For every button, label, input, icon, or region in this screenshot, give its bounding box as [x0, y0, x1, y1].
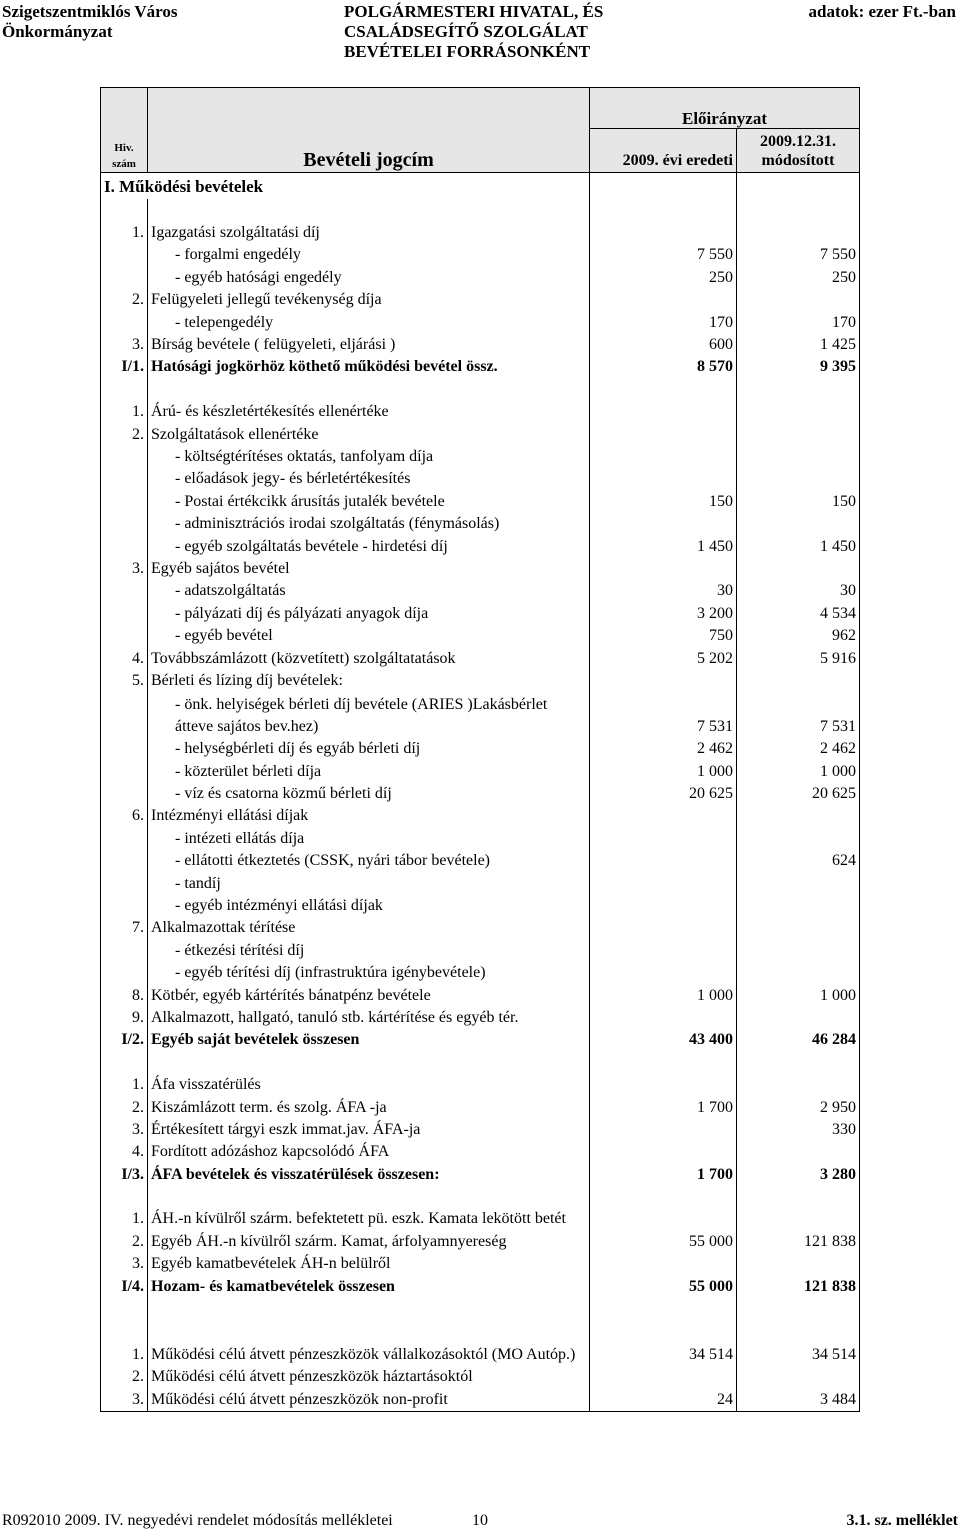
- row-number: [101, 535, 148, 557]
- value-modified: [737, 1253, 860, 1275]
- value-original: [590, 1006, 737, 1028]
- row-title: ÁH.-n kívülről szárm. befektetett pü. eszk. Kamata lekötött betét: [148, 1208, 590, 1230]
- row-title: Egyéb ÁH.-n kívülről szárm. Kamat, árfolyamnyereség: [148, 1230, 590, 1252]
- value-original: [590, 1253, 737, 1275]
- row-title: - forgalmi engedély: [148, 244, 590, 266]
- value-modified: 2 462: [737, 738, 860, 760]
- value-original: [590, 1366, 737, 1388]
- table-row: [101, 894, 860, 916]
- value-modified: [737, 289, 860, 311]
- value-original: 7 531: [590, 692, 737, 738]
- table-row: [101, 468, 860, 490]
- value-modified: 46 284: [737, 1029, 860, 1051]
- table-row: [101, 1185, 860, 1207]
- table-row: [101, 1118, 860, 1140]
- value-original: 43 400: [590, 1029, 737, 1051]
- row-number: [101, 199, 148, 221]
- table-row: [101, 1230, 860, 1252]
- row-title: - tandíj: [148, 872, 590, 894]
- value-modified: [737, 894, 860, 916]
- row-title: Fordított adózáshoz kapcsolódó ÁFA: [148, 1141, 590, 1163]
- row-title: Működési célú átvett pénzeszközök háztartásoktól: [148, 1366, 590, 1388]
- table-row: [101, 1006, 860, 1028]
- value-original: 8 570: [590, 356, 737, 378]
- row-title: - helységbérleti díj és egyáb bérleti díj: [148, 738, 590, 760]
- value-original: [590, 939, 737, 961]
- row-number: 3.: [101, 557, 148, 579]
- row-number: [101, 490, 148, 512]
- section-title: I. Működési bevételek: [101, 173, 590, 200]
- szam-label: szám: [112, 158, 136, 170]
- value-original: [590, 1141, 737, 1163]
- title-line3: BEVÉTELEI FORRÁSONKÉNT: [344, 42, 591, 61]
- row-number: [101, 850, 148, 872]
- value-original: [590, 872, 737, 894]
- value-original: 1 000: [590, 760, 737, 782]
- row-title: Áfa visszatérülés: [148, 1073, 590, 1095]
- table-row: [101, 692, 860, 738]
- table-row: [101, 423, 860, 445]
- table-row: [101, 535, 860, 557]
- value-original: 3 200: [590, 602, 737, 624]
- row-number: 1.: [101, 1320, 148, 1366]
- value-original: 24: [590, 1388, 737, 1411]
- row-title: - adminisztrációs irodai szolgáltatás (fénymásolás): [148, 512, 590, 534]
- value-original: 1 700: [590, 1096, 737, 1118]
- row-title: Árú- és készletértékesítés ellenértéke: [148, 401, 590, 423]
- hiv-szam-header: [101, 128, 148, 173]
- row-number: 1.: [101, 401, 148, 423]
- table-row: [101, 939, 860, 961]
- table-row: [101, 221, 860, 243]
- table-row: [101, 401, 860, 423]
- value-original: [590, 827, 737, 849]
- value-modified: 5 916: [737, 647, 860, 669]
- row-title: Alkalmazott, hallgató, tanuló stb. kártérítése és egyéb tér.: [148, 1006, 590, 1028]
- row-number: 5.: [101, 669, 148, 691]
- table-row: [101, 760, 860, 782]
- value-modified: 1 000: [737, 984, 860, 1006]
- table-row: [101, 289, 860, 311]
- row-number: 6.: [101, 805, 148, 827]
- table-row: [101, 580, 860, 602]
- table-row: [101, 1163, 860, 1185]
- value-original: 170: [590, 311, 737, 333]
- table-row: [101, 266, 860, 288]
- value-modified: [737, 199, 860, 221]
- row-number: [101, 468, 148, 490]
- value-modified: 962: [737, 624, 860, 646]
- row-number: 4.: [101, 1141, 148, 1163]
- table-row: [101, 1051, 860, 1073]
- row-number: 2.: [101, 423, 148, 445]
- value-modified: [737, 423, 860, 445]
- table-row: [101, 557, 860, 579]
- row-number: 1.: [101, 1073, 148, 1095]
- row-number: 3.: [101, 333, 148, 355]
- value-original: [590, 378, 737, 400]
- value-modified: 121 838: [737, 1275, 860, 1297]
- row-title: Felügyeleti jellegű tevékenység díja: [148, 289, 590, 311]
- row-title: - egyéb bevétel: [148, 624, 590, 646]
- table-body: [101, 199, 860, 1411]
- row-title: - költségtérítéses oktatás, tanfolyam díja: [148, 445, 590, 467]
- title-line1: POLGÁRMESTERI HIVATAL, ÉS: [344, 2, 604, 21]
- value-modified: [737, 401, 860, 423]
- table-row: [101, 782, 860, 804]
- row-title: Egyéb kamatbevételek ÁH-n belülről: [148, 1253, 590, 1275]
- table-row: [101, 1141, 860, 1163]
- row-number: I/1.: [101, 356, 148, 378]
- row-title: Intézményi ellátási díjak: [148, 805, 590, 827]
- row-title: - önk. helyiségek bérleti díj bevétele (ARIES )Lakásbérlet átteve sajátos bev.hez): [148, 692, 590, 738]
- row-number: 3.: [101, 1388, 148, 1411]
- value-modified: [737, 1185, 860, 1207]
- page-number: 10: [472, 1512, 488, 1529]
- value-modified: 3 280: [737, 1163, 860, 1185]
- row-number: 7.: [101, 917, 148, 939]
- row-title: [148, 378, 590, 400]
- table-row: [101, 827, 860, 849]
- row-number: 3.: [101, 1118, 148, 1140]
- value-original: [590, 289, 737, 311]
- value-modified: 7 550: [737, 244, 860, 266]
- row-title: Egyéb sajátos bevétel: [148, 557, 590, 579]
- value-original: [590, 850, 737, 872]
- value-original: 5 202: [590, 647, 737, 669]
- value-original: [590, 221, 737, 243]
- row-title: - előadások jegy- és bérletértékesítés: [148, 468, 590, 490]
- value-modified: 250: [737, 266, 860, 288]
- table-row: [101, 850, 860, 872]
- value-original: 20 625: [590, 782, 737, 804]
- value-original: 55 000: [590, 1230, 737, 1252]
- value-original: 600: [590, 333, 737, 355]
- value-modified: [737, 512, 860, 534]
- row-title: Kiszámlázott term. és szolg. ÁFA -ja: [148, 1096, 590, 1118]
- value-modified: 9 395: [737, 356, 860, 378]
- value-original: [590, 1297, 737, 1319]
- value-original: [590, 1185, 737, 1207]
- value-modified: [737, 872, 860, 894]
- value-original: [590, 1073, 737, 1095]
- row-title: - Postai értékcikk árusítás jutalék bevétele: [148, 490, 590, 512]
- table-row: [101, 1029, 860, 1051]
- value-original: [590, 401, 737, 423]
- value-original: [590, 199, 737, 221]
- row-title: Egyéb saját bevételek összesen: [148, 1029, 590, 1051]
- row-title: - egyéb intézményi ellátási díjak: [148, 894, 590, 916]
- row-number: 2.: [101, 1230, 148, 1252]
- value-original: 2 462: [590, 738, 737, 760]
- value-original: [590, 669, 737, 691]
- attachment-label: 3.1. sz. melléklet: [846, 1512, 958, 1529]
- table-row: [101, 244, 860, 266]
- row-number: [101, 782, 148, 804]
- row-title: Bérleti és lízing díj bevételek:: [148, 669, 590, 691]
- value-original: [590, 805, 737, 827]
- value-original: [590, 512, 737, 534]
- row-title: Hatósági jogkörhöz köthető működési bevétel össz.: [148, 356, 590, 378]
- row-title: - közterület bérleti díja: [148, 760, 590, 782]
- table-row: [101, 872, 860, 894]
- table-row: [101, 1096, 860, 1118]
- value-modified: 30: [737, 580, 860, 602]
- value-original: 30: [590, 580, 737, 602]
- table-row: [101, 378, 860, 400]
- value-modified: 20 625: [737, 782, 860, 804]
- revenue-table: [100, 87, 860, 1412]
- value-modified: [737, 1297, 860, 1319]
- row-number: [101, 311, 148, 333]
- row-number: [101, 1297, 148, 1319]
- row-title: [148, 1185, 590, 1207]
- value-original: [590, 1208, 737, 1230]
- row-title: Hozam- és kamatbevételek összesen: [148, 1275, 590, 1297]
- modositott-date: 2009.12.31.: [760, 133, 836, 150]
- value-modified: 7 531: [737, 692, 860, 738]
- row-title: ÁFA bevételek és visszatérülések összesen:: [148, 1163, 590, 1185]
- table-row: [101, 917, 860, 939]
- value-original: [590, 1051, 737, 1073]
- row-title: Bírság bevétele ( felügyeleti, eljárási ): [148, 333, 590, 355]
- value-modified: [737, 1006, 860, 1028]
- table-row: [101, 356, 860, 378]
- value-original: [590, 423, 737, 445]
- table-row: [101, 512, 860, 534]
- value-original: 1 700: [590, 1163, 737, 1185]
- value-modified: 150: [737, 490, 860, 512]
- table-row: [101, 333, 860, 355]
- table-row: [101, 1208, 860, 1230]
- row-title: - telepengedély: [148, 311, 590, 333]
- row-title: - víz és csatorna közmű bérleti díj: [148, 782, 590, 804]
- value-original: 250: [590, 266, 737, 288]
- row-title: - pályázati díj és pályázati anyagok díja: [148, 602, 590, 624]
- table-row: [101, 199, 860, 221]
- header-left-line2: Önkormányzat: [2, 22, 113, 41]
- table-row: [101, 311, 860, 333]
- value-modified: [737, 445, 860, 467]
- value-modified: 1 425: [737, 333, 860, 355]
- row-title: - egyéb térítési díj (infrastruktúra igénybevétele): [148, 962, 590, 984]
- row-number: [101, 1185, 148, 1207]
- row-title: - adatszolgáltatás: [148, 580, 590, 602]
- table-row: [101, 1366, 860, 1388]
- value-modified: 624: [737, 850, 860, 872]
- value-original: 1 000: [590, 984, 737, 1006]
- row-number: [101, 827, 148, 849]
- footer-text: R092010 2009. IV. negyedévi rendelet módosítás mellékletei: [2, 1512, 393, 1529]
- row-title: [148, 199, 590, 221]
- value-modified: [737, 1073, 860, 1095]
- value-original: [590, 468, 737, 490]
- value-modified: [737, 1366, 860, 1388]
- value-modified: 34 514: [737, 1320, 860, 1366]
- eredeti-header: 2009. évi eredeti: [590, 128, 737, 173]
- row-title: Működési célú átvett pénzeszközök vállalkozásoktól (MO Autóp.): [148, 1320, 590, 1366]
- value-original: [590, 445, 737, 467]
- table-row: [101, 1253, 860, 1275]
- row-number: I/4.: [101, 1275, 148, 1297]
- row-number: [101, 602, 148, 624]
- row-number: [101, 692, 148, 738]
- value-original: [590, 917, 737, 939]
- row-title: - étkezési térítési díj: [148, 939, 590, 961]
- value-modified: 170: [737, 311, 860, 333]
- value-original: 34 514: [590, 1320, 737, 1366]
- table-row: [101, 445, 860, 467]
- value-modified: [737, 468, 860, 490]
- table-row: [101, 1388, 860, 1411]
- value-original: 1 450: [590, 535, 737, 557]
- value-modified: [737, 1051, 860, 1073]
- row-title: Alkalmazottak térítése: [148, 917, 590, 939]
- row-title: Értékesített tárgyi eszk immat.jav. ÁFA-ja: [148, 1118, 590, 1140]
- eloiranyzat-header: Előirányzat: [590, 88, 860, 129]
- value-original: [590, 894, 737, 916]
- row-number: [101, 962, 148, 984]
- row-title: Kötbér, egyéb kártérítés bánatpénz bevétele: [148, 984, 590, 1006]
- value-modified: [737, 827, 860, 849]
- value-modified: [737, 939, 860, 961]
- value-original: 55 000: [590, 1275, 737, 1297]
- value-original: 750: [590, 624, 737, 646]
- row-title: [148, 1051, 590, 1073]
- row-number: [101, 378, 148, 400]
- row-number: [101, 580, 148, 602]
- table-row: [101, 1275, 860, 1297]
- row-title: Igazgatási szolgáltatási díj: [148, 221, 590, 243]
- value-modified: [737, 557, 860, 579]
- table-row: [101, 1297, 860, 1319]
- jogcim-header: Bevételi jogcím: [148, 128, 590, 173]
- row-title: - egyéb hatósági engedély: [148, 266, 590, 288]
- row-title: [148, 1297, 590, 1319]
- unit-note: adatok: ezer Ft.-ban: [808, 2, 956, 21]
- row-title: - ellátotti étkeztetés (CSSK, nyári tábor bevétele): [148, 850, 590, 872]
- row-number: 1.: [101, 1208, 148, 1230]
- row-title: - egyéb szolgáltatás bevétele - hirdetési díj: [148, 535, 590, 557]
- row-number: [101, 445, 148, 467]
- row-number: 2.: [101, 1366, 148, 1388]
- value-original: 7 550: [590, 244, 737, 266]
- table-row: [101, 962, 860, 984]
- value-original: [590, 557, 737, 579]
- title-line2: CSALÁDSEGÍTŐ SZOLGÁLAT: [344, 22, 588, 41]
- value-modified: [737, 1141, 860, 1163]
- hiv-label: Hiv.: [114, 142, 134, 154]
- value-modified: 1 000: [737, 760, 860, 782]
- modositott-label: módosított: [761, 152, 835, 169]
- row-number: [101, 266, 148, 288]
- value-modified: [737, 378, 860, 400]
- table-row: [101, 805, 860, 827]
- value-modified: [737, 669, 860, 691]
- row-number: [101, 1051, 148, 1073]
- value-modified: 121 838: [737, 1230, 860, 1252]
- modositott-header: [737, 128, 860, 173]
- value-modified: 4 534: [737, 602, 860, 624]
- row-number: [101, 760, 148, 782]
- value-modified: [737, 221, 860, 243]
- value-original: 150: [590, 490, 737, 512]
- row-number: 2.: [101, 289, 148, 311]
- value-modified: 1 450: [737, 535, 860, 557]
- value-modified: 2 950: [737, 1096, 860, 1118]
- row-title: Továbbszámlázott (közvetített) szolgáltatatások: [148, 647, 590, 669]
- table-row: [101, 602, 860, 624]
- row-number: 3.: [101, 1253, 148, 1275]
- value-original: [590, 1118, 737, 1140]
- table-row: [101, 490, 860, 512]
- row-title: Szolgáltatások ellenértéke: [148, 423, 590, 445]
- row-number: [101, 512, 148, 534]
- row-number: [101, 624, 148, 646]
- table-row: [101, 624, 860, 646]
- table-row: [101, 669, 860, 691]
- value-original: [590, 962, 737, 984]
- row-number: [101, 872, 148, 894]
- row-number: [101, 894, 148, 916]
- row-title: - intézeti ellátás díja: [148, 827, 590, 849]
- value-modified: 3 484: [737, 1388, 860, 1411]
- value-modified: [737, 962, 860, 984]
- row-title: Működési célú átvett pénzeszközök non-profit: [148, 1388, 590, 1411]
- row-number: I/3.: [101, 1163, 148, 1185]
- row-number: 2.: [101, 1096, 148, 1118]
- row-number: 8.: [101, 984, 148, 1006]
- table-row: [101, 738, 860, 760]
- value-modified: [737, 917, 860, 939]
- row-number: 1.: [101, 221, 148, 243]
- row-number: [101, 939, 148, 961]
- row-number: 9.: [101, 1006, 148, 1028]
- table-row: [101, 647, 860, 669]
- document-title: [344, 2, 603, 62]
- table-row: [101, 984, 860, 1006]
- header-left-line1: Szigetszentmiklós Város: [2, 2, 178, 21]
- value-modified: [737, 1208, 860, 1230]
- row-number: [101, 244, 148, 266]
- table-row: [101, 1073, 860, 1095]
- row-number: 4.: [101, 647, 148, 669]
- value-modified: [737, 805, 860, 827]
- row-number: I/2.: [101, 1029, 148, 1051]
- table-row: [101, 1320, 860, 1366]
- header-left: [2, 2, 178, 42]
- value-modified: 330: [737, 1118, 860, 1140]
- row-number: [101, 738, 148, 760]
